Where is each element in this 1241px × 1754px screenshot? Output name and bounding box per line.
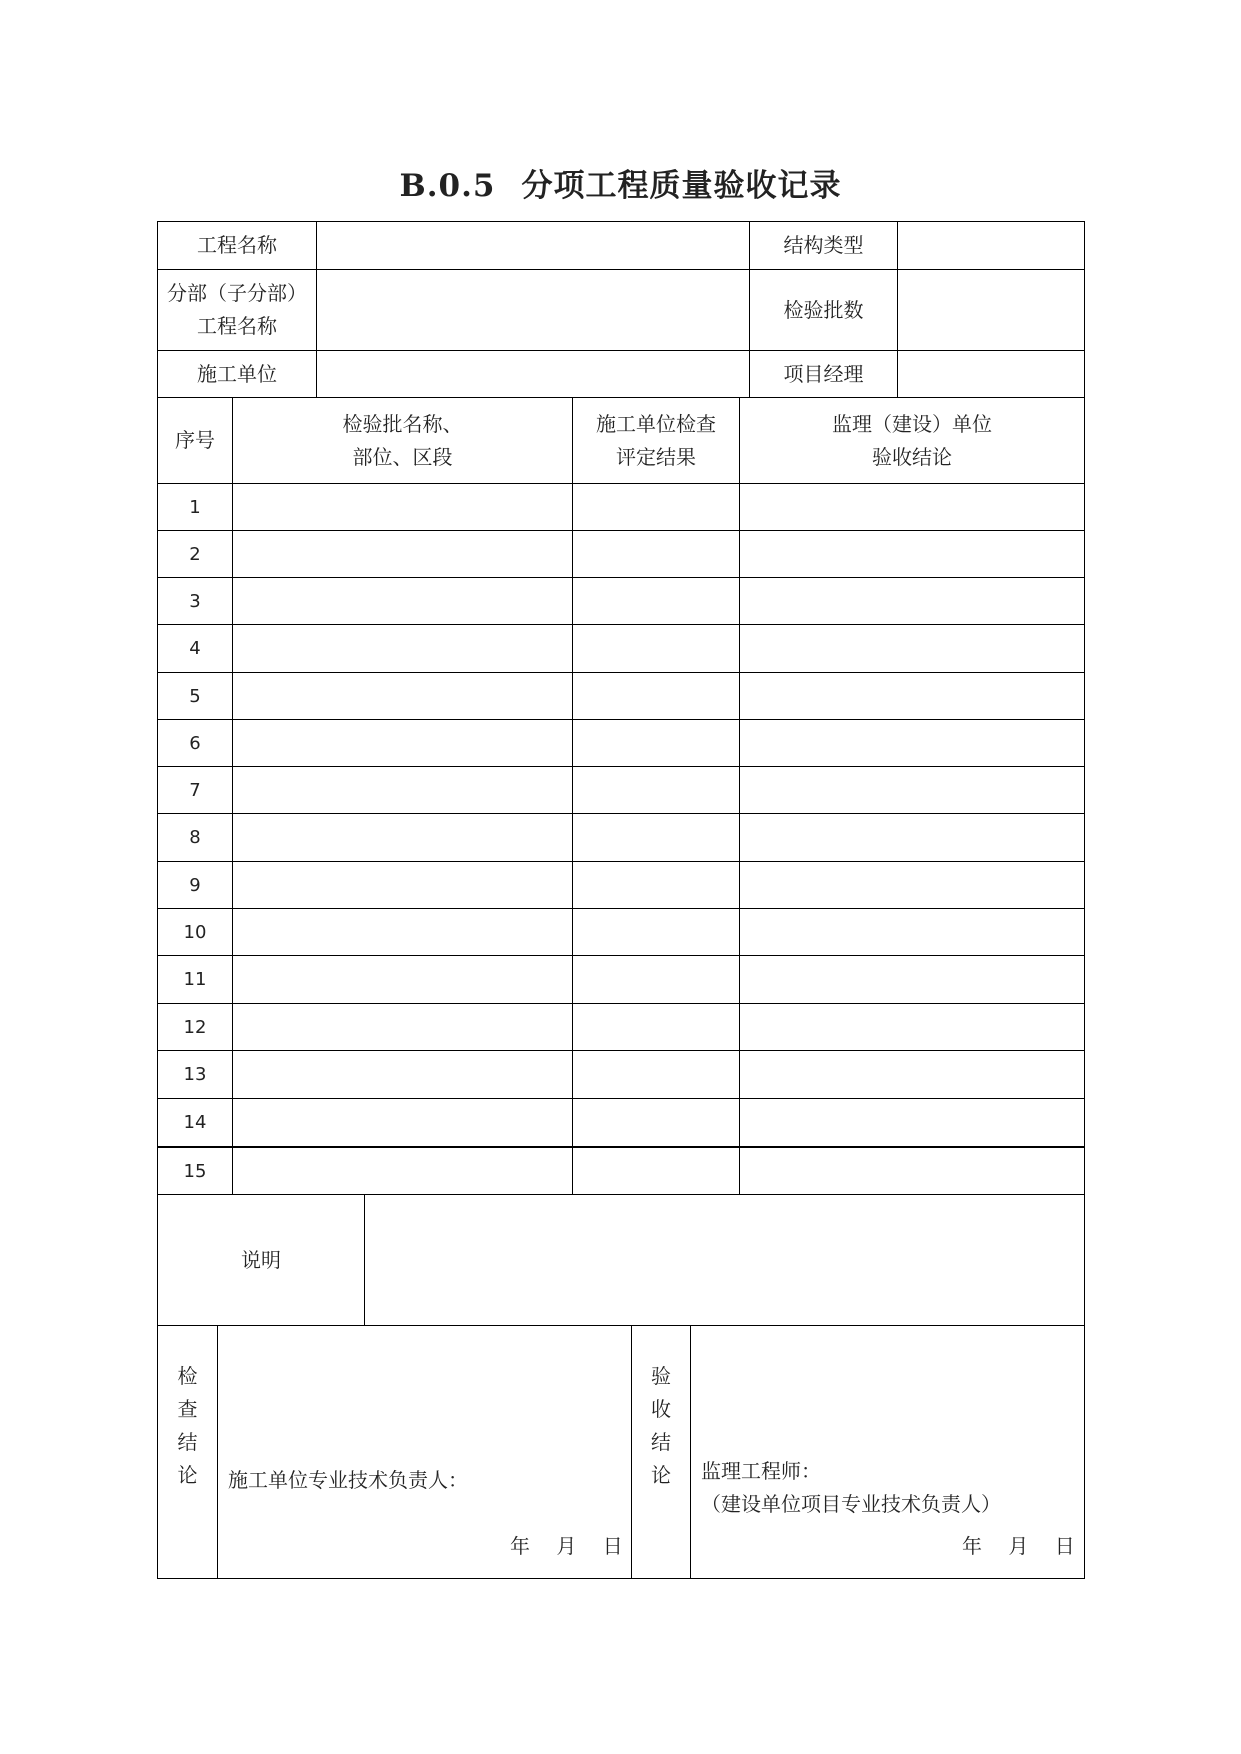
check-conclusion-label: 检 查 结 论 bbox=[177, 1364, 198, 1487]
contractor-field[interactable] bbox=[317, 351, 749, 397]
structure-type-field[interactable] bbox=[898, 222, 1084, 269]
subdivision-name-field[interactable] bbox=[317, 270, 749, 350]
project-manager-label: 项目经理 bbox=[783, 361, 864, 386]
date-right: 年 月 日 bbox=[962, 1534, 1075, 1558]
subdivision-name-label: 分部（子分部） 工程名称 bbox=[167, 281, 307, 338]
row-number: 4 bbox=[189, 638, 201, 659]
form-title: 分项工程质量验收记录 bbox=[521, 168, 842, 204]
row-number: 12 bbox=[183, 1016, 207, 1038]
supervisor-signer-label: 监理工程师： bbox=[701, 1459, 821, 1483]
row-number: 2 bbox=[189, 543, 201, 565]
row-number: 6 bbox=[189, 732, 201, 754]
column-header-seq: 序号 bbox=[175, 428, 215, 452]
form-code: B.0.5 bbox=[399, 168, 496, 204]
row-number: 10 bbox=[183, 921, 207, 943]
date-left: 年 月 日 bbox=[510, 1534, 623, 1558]
row-number: 1 bbox=[189, 496, 201, 518]
row-number: 7 bbox=[189, 779, 201, 801]
row-number: 9 bbox=[189, 874, 201, 896]
contractor-signer-label: 施工单位专业技术负责人： bbox=[228, 1468, 468, 1492]
acceptance-conclusion-label: 验 收 结 论 bbox=[651, 1364, 671, 1487]
owner-signer-label: （建设单位项目专业技术负责人） bbox=[701, 1492, 1001, 1516]
row-number: 5 bbox=[189, 685, 201, 707]
contractor-label: 施工单位 bbox=[197, 361, 277, 386]
row-number: 3 bbox=[189, 590, 201, 612]
project-name-label: 工程名称 bbox=[197, 233, 277, 257]
row-number: 13 bbox=[183, 1064, 207, 1085]
column-header-supervisor-conclusion: 监理（建设）单位 验收结论 bbox=[832, 411, 992, 469]
column-header-contractor-result: 施工单位检查 评定结果 bbox=[596, 411, 716, 469]
row-number: 14 bbox=[183, 1112, 207, 1133]
row-number: 11 bbox=[183, 969, 207, 990]
remarks-field[interactable] bbox=[365, 1195, 1084, 1325]
project-manager-field[interactable] bbox=[898, 351, 1084, 397]
batch-count-field[interactable] bbox=[898, 270, 1084, 350]
column-header-batch-name: 检验批名称、 部位、区段 bbox=[342, 411, 463, 469]
project-name-field[interactable] bbox=[317, 222, 749, 269]
page-title bbox=[0, 160, 1241, 205]
structure-type-label: 结构类型 bbox=[783, 233, 864, 257]
row-number: 15 bbox=[183, 1160, 207, 1182]
remarks-label: 说明 bbox=[241, 1247, 281, 1272]
row-number: 8 bbox=[189, 827, 201, 848]
batch-count-label: 检验批数 bbox=[783, 297, 864, 322]
